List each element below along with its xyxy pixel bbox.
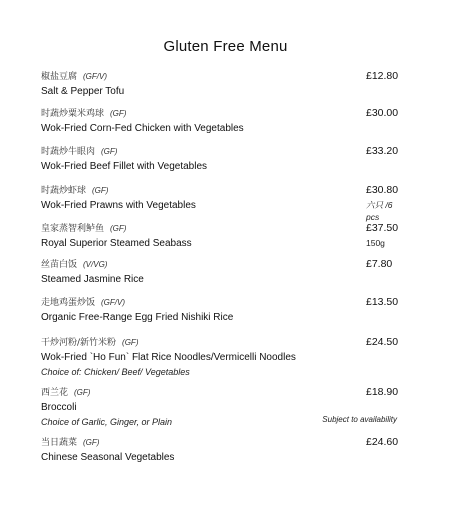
- dietary-tag: (GF): [110, 109, 127, 118]
- dietary-tag: (GF/V): [101, 298, 126, 307]
- item-price: £24.60: [366, 436, 399, 448]
- item-price: £18.90: [366, 386, 399, 398]
- dietary-tag: (GF): [74, 388, 91, 397]
- item-price: £30.00: [366, 107, 399, 119]
- menu-item-salt-pepper-tofu: [41, 70, 407, 99]
- item-price: £30.80: [366, 184, 399, 196]
- menu-item-corn-fed-chicken: [41, 107, 407, 136]
- item-price: £37.50: [366, 222, 399, 234]
- menu-item-seasonal-vegetables: [41, 436, 407, 465]
- item-price: £13.50: [366, 296, 399, 308]
- item-price: £24.50: [366, 336, 399, 348]
- item-name: Wok-Fried Corn-Fed Chicken with Vegetables: [41, 123, 244, 134]
- menu-item-beef-fillet: [41, 145, 407, 174]
- item-choice-note: Choice of: Chicken/ Beef/ Vegetables: [41, 367, 190, 377]
- item-chinese-name: 时蔬炒虾球 (GF): [41, 186, 109, 196]
- item-chinese-name: 时蔬炒牛眼肉 (GF): [41, 147, 118, 157]
- menu-item-jasmine-rice: [41, 258, 407, 287]
- item-name: Royal Superior Steamed Seabass: [41, 238, 192, 249]
- dietary-tag: (GF): [92, 186, 109, 195]
- dietary-tag: (GF/V): [83, 72, 108, 81]
- item-weight-note: 150g: [366, 238, 385, 248]
- item-chinese-name: 丝苗白饭 (V/VG): [41, 260, 108, 270]
- item-name: Chinese Seasonal Vegetables: [41, 452, 175, 463]
- item-name: Wok-Fried `Ho Fun` Flat Rice Noodles/Vermicelli Noodles: [41, 352, 296, 363]
- item-name: Broccoli: [41, 402, 77, 413]
- item-chinese-name: 当日蔬菜 (GF): [41, 438, 100, 448]
- menu-item-seabass: [41, 222, 407, 251]
- dietary-tag: (GF): [122, 338, 139, 347]
- item-price: £12.80: [366, 70, 399, 82]
- item-price: £7.80: [366, 258, 393, 270]
- item-chinese-name: 西兰花 (GF): [41, 388, 91, 398]
- availability-note: Subject to availability: [322, 415, 397, 424]
- item-chinese-name: 走地鸡蛋炒饭 (GF/V): [41, 298, 126, 308]
- item-chinese-name: 时蔬炒粟米鸡球 (GF): [41, 109, 127, 119]
- menu-item-prawns: [41, 184, 407, 222]
- item-name: Wok-Fried Beef Fillet with Vegetables: [41, 161, 208, 172]
- item-chinese-name: 椒盐豆腐 (GF/V): [41, 72, 108, 82]
- item-portion-note: 六只 /6 pcs: [366, 200, 393, 222]
- dietary-tag: (V/VG): [83, 260, 108, 269]
- dietary-tag: (GF): [101, 147, 118, 156]
- dietary-tag: (GF): [83, 438, 100, 447]
- page-title: Gluten Free Menu: [163, 38, 288, 55]
- item-chinese-name: 皇家蒸智利鲈鱼 (GF): [41, 224, 127, 234]
- item-name: Wok-Fried Prawns with Vegetables: [41, 200, 196, 211]
- menu-item-egg-fried-rice: [41, 296, 407, 325]
- dietary-tag: (GF): [110, 224, 127, 233]
- menu-item-broccoli: [41, 386, 407, 429]
- menu-item-ho-fun-noodles: [41, 336, 407, 379]
- item-price: £33.20: [366, 145, 399, 157]
- item-name: Steamed Jasmine Rice: [41, 274, 144, 285]
- item-name: Organic Free-Range Egg Fried Nishiki Rice: [41, 312, 234, 323]
- item-name: Salt & Pepper Tofu: [41, 86, 125, 97]
- item-choice-note: Choice of Garlic, Ginger, or Plain: [41, 417, 173, 427]
- item-chinese-name: 干炒河粉/新竹米粉 (GF): [41, 338, 139, 348]
